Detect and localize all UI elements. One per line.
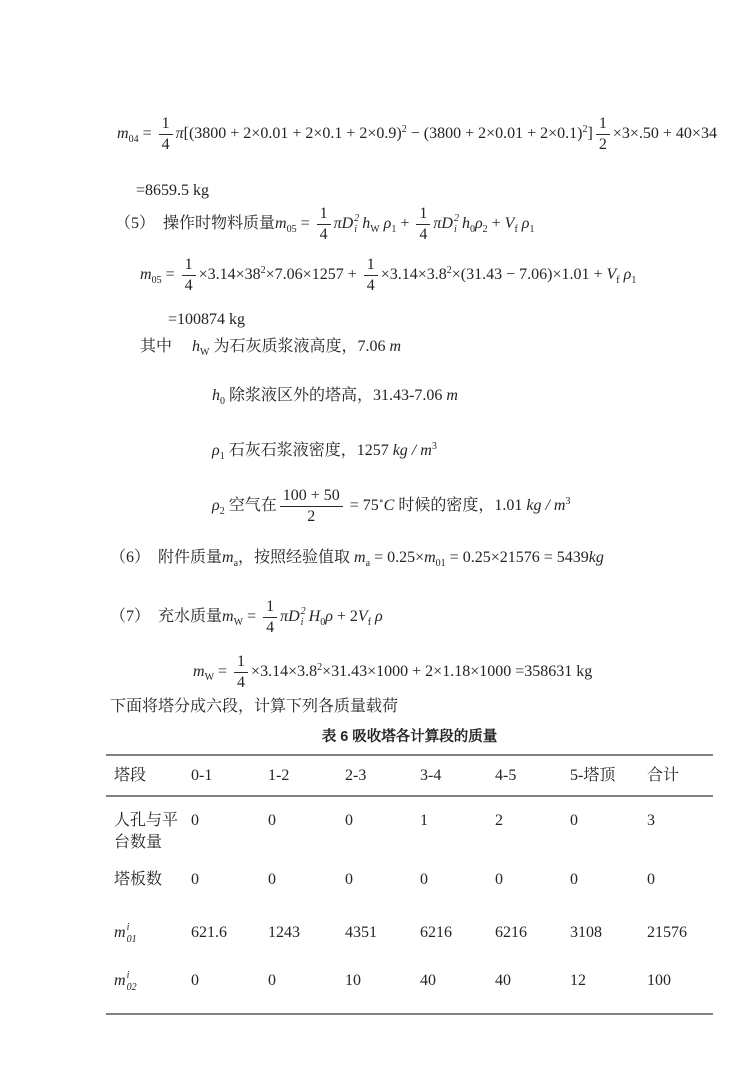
note-hw: 其中 $h_W$ 为石灰质浆液高度，7.06 m <box>140 338 402 358</box>
row-label: 塔板数 <box>114 871 163 888</box>
table-cell: 3-4 <box>420 767 442 784</box>
formula-mw-calc: $m_W$ = $\frac{1}{4}$ $\times 3.14\times 3.8^2\times 31.43\times 1000 + 2\times 1.18\times 1000 =358631$ kg <box>193 652 593 691</box>
table-cell: 3108 <box>570 924 602 941</box>
table-cell: 0 <box>570 871 578 888</box>
row-label: m i 02 <box>114 970 137 993</box>
table-row <box>106 913 713 960</box>
section-5-formula: （5） 操作时物料质量$m_{05}$ = $\frac{1}{4}$ πD 2 i $h_W$ $\rho_1$ + $\frac{1}{4}$ πD 2 i $h_0\rho_2 + V_f$ $\rho_1$ <box>115 204 535 243</box>
table-cell: 0 <box>191 972 199 989</box>
table-cell: 12 <box>570 972 586 989</box>
table-cell: 2 <box>495 812 503 829</box>
table-row <box>106 960 713 1013</box>
note-h0: $h_0$ 除浆液区外的塔高，31.43-7.06 m <box>212 387 458 407</box>
section-7-formula: （7） 充水质量$m_W$ = $\frac{1}{4}$ πD 2 i $H_0\rho + 2V_f$ ρ <box>110 597 383 636</box>
table-cell: 0 <box>268 812 276 829</box>
table-cell: 0 <box>345 871 353 888</box>
table-cell: 1 <box>420 812 428 829</box>
formula-m04-result: =8659.5 kg <box>136 182 210 199</box>
table-cell: 40 <box>420 972 436 989</box>
note-rho2: $\rho_2$ 空气在 $\frac{100 + 50}{2}$ = 75∘C 时候的密度，1.01 kg / $m^3$ <box>212 486 571 525</box>
formula-m05-result: =100874 kg <box>168 311 246 328</box>
formula-m04: $m_{04}$ = $\frac{1}{4}$ $\pi[(3800 + 2\times 0.01 + 2\times 0.1 + 2\times 0.9)^2 - (3800 + 2\times 0.01 + 2\times 0.1)^2]$ $\frac{1}{2}$ ×3×.50 + 40×34 <box>117 114 717 153</box>
table-cell: 2-3 <box>345 767 367 784</box>
table-cell: 0 <box>495 871 503 888</box>
intro-text: 下面将塔分成六段，计算下列各质量载荷 <box>110 698 399 715</box>
table-cell: 1243 <box>268 924 300 941</box>
section-6-formula: （6） 附件质量$m_a$，按照经验值取 $m_a = 0.25\times m_{01} = 0.25\times 21576 = 5439kg$ <box>110 549 604 569</box>
table-cell: 40 <box>495 972 511 989</box>
row-label: m i 01 <box>114 922 137 945</box>
table-cell: 6216 <box>495 924 527 941</box>
table-cell: 1-2 <box>268 767 290 784</box>
table-cell: 21576 <box>647 924 687 941</box>
table-header-row <box>106 756 713 797</box>
table-cell: 0 <box>191 871 199 888</box>
table-cell: 3 <box>647 812 655 829</box>
table-cell: 4-5 <box>495 767 517 784</box>
mass-table <box>106 754 713 1015</box>
table-row <box>106 856 713 913</box>
table-title: 表 6 吸收塔各计算段的质量 <box>321 729 498 745</box>
table-cell: 0 <box>570 812 578 829</box>
table-cell: 0-1 <box>191 767 213 784</box>
table-cell: 0 <box>268 972 276 989</box>
table-cell: 5-塔顶 <box>570 767 616 784</box>
table-cell: 0 <box>647 871 655 888</box>
table-cell: 4351 <box>345 924 377 941</box>
table-row <box>106 797 713 856</box>
table-cell: 10 <box>345 972 361 989</box>
table-cell: 0 <box>191 812 199 829</box>
table-cell: 0 <box>420 871 428 888</box>
table-cell: 合计 <box>647 767 680 784</box>
table-cell: 100 <box>647 972 671 989</box>
table-cell: 0 <box>268 871 276 888</box>
table-cell: 0 <box>345 812 353 829</box>
formula-m05-calc: $m_{05}$ = $\frac{1}{4}$ $\times 3.14\times 38^2\times 7.06\times 1257$ + $\frac{1}{4}$ $\times 3.14\times 3.8^2\times(31.43 - 7.06)\times 1.01 + V_f$ $\rho_1$ <box>140 255 637 294</box>
table-cell: 塔段 <box>114 767 147 784</box>
row-label: 人孔与平台数量 <box>114 812 179 851</box>
table-cell: 6216 <box>420 924 452 941</box>
note-rho1: $\rho_1$ 石灰石浆液密度，1257 kg / $m^3$ <box>212 441 437 462</box>
table-cell: 621.6 <box>191 924 227 941</box>
